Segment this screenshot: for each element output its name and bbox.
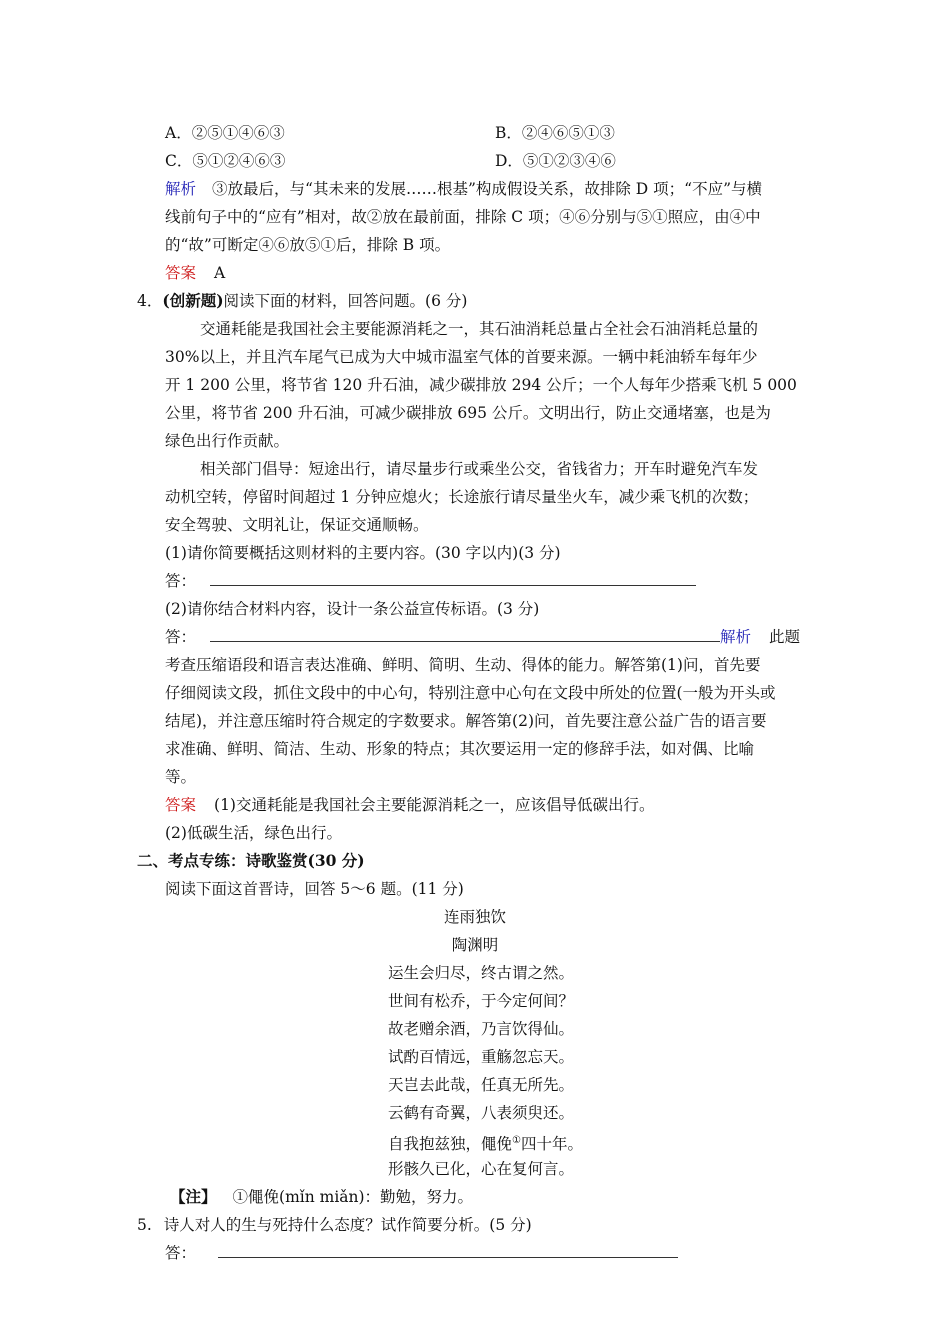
poem-line: 故老赠余酒，乃言饮得仙。 [388, 1020, 575, 1038]
material-line-7: 动机空转，停留时间超过 1 分钟应熄火；长途旅行请尽量坐火车，减少乘飞机的次数； [165, 488, 759, 506]
q4-answer2-blank[interactable]: 答： 解析 此题 [165, 628, 801, 646]
option-c: C．⑤①②④⑥③ [165, 152, 286, 170]
q4-answer-2: (2)低碳生活，绿色出行。 [165, 824, 342, 842]
answer-blank-line[interactable] [210, 627, 720, 642]
answer-label: 答案 [165, 264, 197, 282]
poem-note: 【注】 ①僶俛(mǐn miǎn)：勤勉，努力。 [170, 1187, 474, 1206]
q3-answer: 答案 A [165, 264, 226, 282]
poem-line: 试酌百情远，重觞忽忘天。 [388, 1048, 575, 1066]
q3-analysis-line-3: 的“故”可断定④⑥放⑤①后，排除 B 项。 [165, 236, 451, 254]
analysis-label: 解析 [165, 180, 197, 198]
section-intro: 阅读下面这首晋诗，回答 5～6 题。(11 分) [165, 880, 464, 898]
poem-author: 陶渊明 [451, 936, 499, 954]
material-line-8: 安全驾驶、文明礼让，保证交通顺畅。 [165, 516, 429, 534]
material-line-6: 相关部门倡导：短途出行，请尽量步行或乘坐公交，省钱省力；开车时避免汽车发 [200, 460, 759, 478]
q4-sub1: (1)请你简要概括这则材料的主要内容。(30 字以内)(3 分) [165, 544, 561, 562]
material-line-1: 交通耗能是我国社会主要能源消耗之一，其石油消耗总量占全社会石油消耗总量的 [200, 320, 759, 338]
poem-line: 形骸久已化，心在复何言。 [388, 1160, 575, 1178]
q4-answer-1: 答案 (1)交通耗能是我国社会主要能源消耗之一，应该倡导低碳出行。 [165, 796, 655, 814]
analysis-label: 解析 [720, 628, 752, 646]
q4-prompt: 4．(创新题)阅读下面的材料，回答问题。(6 分) [137, 291, 468, 310]
q3-analysis-line-2: 线前句子中的“应有”相对，故②放在最前面，排除 C 项；④⑥分别与⑤①照应，由④中 [165, 208, 761, 226]
q4-sub2: (2)请你结合材料内容，设计一条公益宣传标语。(3 分) [165, 600, 540, 618]
poem-title: 连雨独饮 [443, 908, 506, 926]
section-heading: 二、考点专练：诗歌鉴赏(30 分) [137, 851, 365, 870]
option-d: D．⑤①②③④⑥ [495, 152, 616, 170]
material-line-3: 开 1 200 公里，将节省 120 升石油，减少碳排放 294 公斤；一个人每年少搭乘飞机 5 000 [165, 376, 797, 394]
option-a: A．②⑤①④⑥③ [165, 124, 285, 142]
poem-line: 天岂去此哉，任真无所先。 [388, 1076, 575, 1094]
answer-blank-line[interactable] [210, 571, 696, 586]
material-line-5: 绿色出行作贡献。 [165, 432, 290, 450]
poem-line: 自我抱兹独，僶俛①四十年。 [388, 1135, 583, 1154]
material-line-4: 公里，将节省 200 升石油，可减少碳排放 695 公斤。文明出行，防止交通堵塞，也是为 [165, 404, 771, 422]
innovation-tag: (创新题) [162, 291, 224, 310]
poem-line: 运生会归尽，终古谓之然。 [388, 964, 575, 982]
note-label: 【注】 [170, 1187, 217, 1206]
answer-label: 答案 [165, 796, 197, 814]
option-b: B．②④⑥⑤①③ [495, 124, 615, 142]
q4-answer1-blank[interactable]: 答： [165, 571, 696, 591]
poem-line: 世间有松乔，于今定何间？ [388, 992, 575, 1010]
material-line-2: 30%以上，并且汽车尾气已成为大中城市温室气体的首要来源。一辆中耗油轿车每年少 [165, 348, 758, 366]
q4-analysis-line-2: 仔细阅读文段，抓住文段中的中心句，特别注意中心句在文段中所处的位置(一般为开头或 [165, 684, 776, 702]
q4-analysis-line-1: 考查压缩语段和语言表达准确、鲜明、简明、生动、得体的能力。解答第(1)问，首先要 [165, 656, 761, 674]
q4-analysis-line-4: 求准确、鲜明、简洁、生动、形象的特点；其次要运用一定的修辞手法，如对偶、比喻 [165, 740, 755, 758]
answer-blank-line[interactable] [218, 1243, 678, 1258]
q4-analysis-line-3: 结尾)，并注意压缩时符合规定的字数要求。解答第(2)问，首先要注意公益广告的语言要 [165, 712, 767, 730]
q5-prompt: 5. 诗人对人的生与死持什么态度？试作简要分析。(5 分) [137, 1216, 532, 1234]
q4-analysis-line-5: 等。 [165, 768, 197, 786]
poem-line: 云鹤有奇翼，八表须臾还。 [388, 1104, 575, 1122]
q5-answer-blank[interactable]: 答： [165, 1243, 678, 1263]
q3-analysis-line-1: 解析 ③放最后，与“其未来的发展……根基”构成假设关系，故排除 D 项；“不应”与横 [165, 180, 762, 198]
footnote-mark: ① [512, 1135, 521, 1146]
